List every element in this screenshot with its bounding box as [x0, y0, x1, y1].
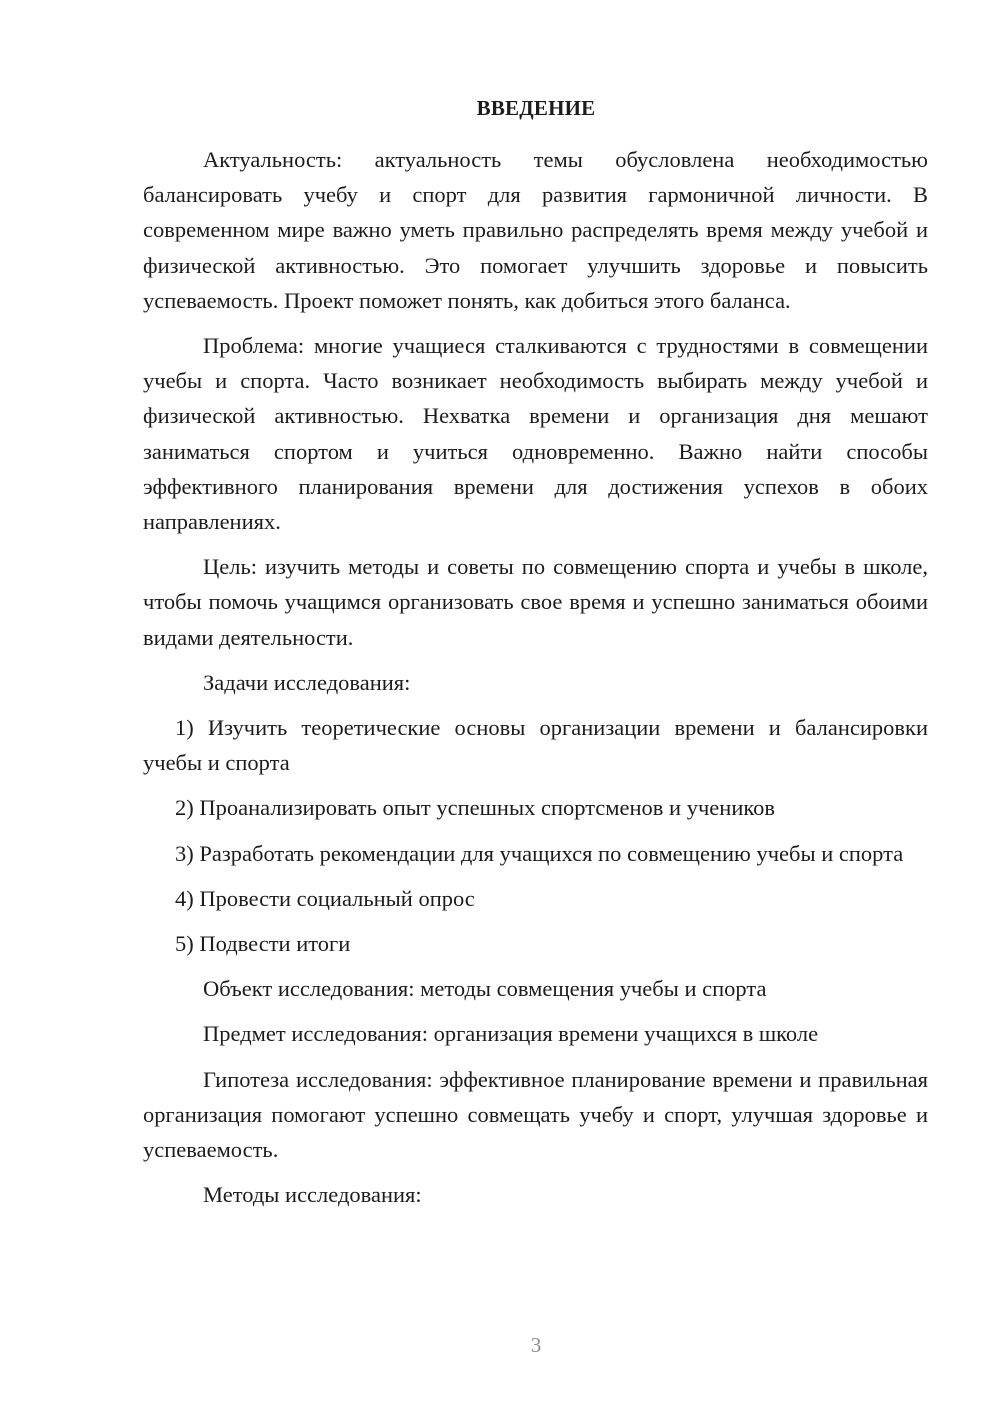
methods-title: Методы исследования: — [203, 1182, 422, 1208]
tasks-title: Задачи исследования: — [203, 669, 411, 695]
tasks-list — [143, 710, 928, 961]
relevance-paragraph: Актуальность: актуальность темы обусловлена необходимостью балансировать учебу и спорт для развития гармоничной личности. В современном мире важно уметь правильно распределять время между учебой и физической активностью. Это помогает улучшить здоровье и повысить успеваемость. Проект поможет понять, как добиться этого баланса. — [143, 147, 928, 313]
page-body — [143, 142, 928, 1222]
problem-paragraph: Проблема: многие учащиеся сталкиваются с трудностями в совмещении учебы и спорта. Часто возникает необходимость выбирать между учебой и физической активностью. Нехватка времени и организация дня мешают заниматься спортом и учиться одновременно. Важно найти способы эффективного планирования времени для достижения успехов в обоих направлениях. — [143, 333, 928, 535]
list-item: 1) Изучить теоретические основы организации времени и балансировки учебы и спорта — [143, 715, 928, 776]
subject-paragraph: Предмет исследования: организация времени учащихся в школе — [203, 1021, 819, 1047]
list-item: 4) Провести социальный опрос — [175, 885, 475, 911]
object-paragraph: Объект исследования: методы совмещения учебы и спорта — [203, 976, 767, 1002]
hypothesis-paragraph: Гипотеза исследования: эффективное планирование времени и правильная организация помогают успешно совмещать учебу и спорт, улучшая здоровье и успеваемость. — [143, 1066, 928, 1163]
section-heading: ВВЕДЕНИЕ — [476, 96, 596, 120]
list-item: 5) Подвести итоги — [175, 931, 351, 957]
list-item: 3) Разработать рекомендации для учащихся по совмещению учебы и спорта — [175, 840, 904, 866]
list-item: 2) Проанализировать опыт успешных спортсменов и учеников — [175, 795, 776, 821]
page-number: 3 — [530, 1333, 542, 1357]
goal-paragraph: Цель: изучить методы и советы по совмещению спорта и учебы в школе, чтобы помочь учащимся организовать свое время и успешно заниматься обоими видами деятельности. — [143, 554, 928, 650]
